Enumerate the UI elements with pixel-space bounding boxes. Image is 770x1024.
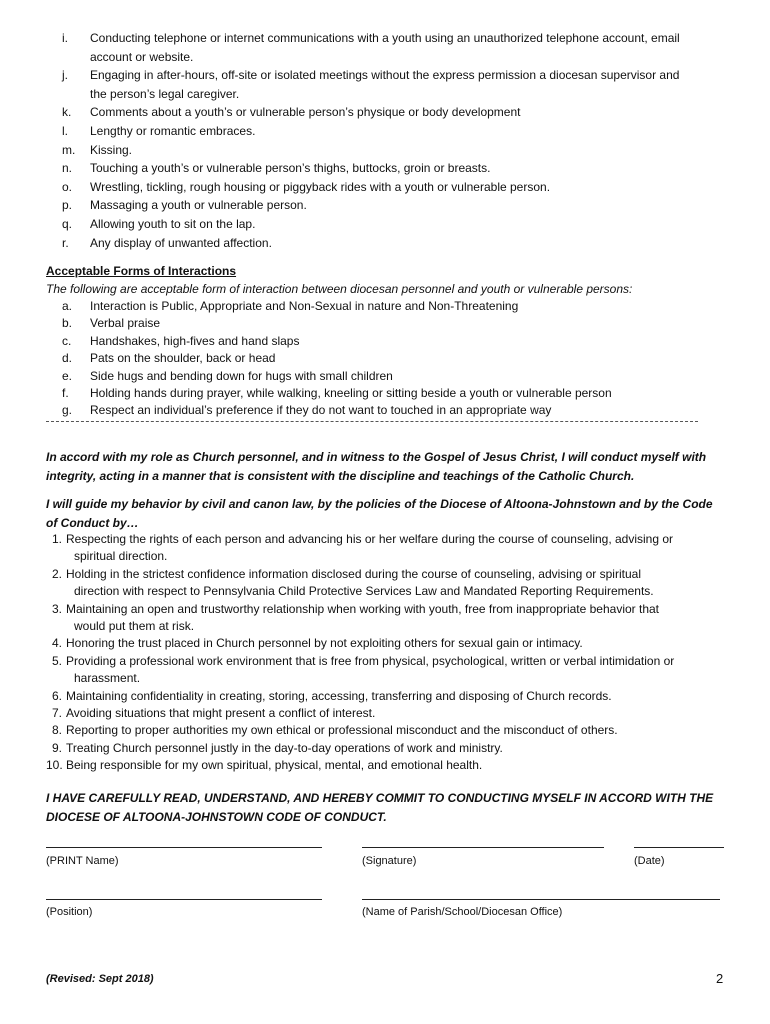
list-item: 1. Respecting the rights of each person and advancing his or her welfare during the course of counseling, advising or spiritual direction. xyxy=(51,532,674,564)
list-item: q. Allowing youth to sit on the lap. xyxy=(46,215,736,234)
organization-label: (Name of Parish/School/Diocesan Office) xyxy=(362,906,563,918)
list-marker: f. xyxy=(62,386,69,401)
list-item: l. Lengthy or romantic embraces. xyxy=(46,122,736,141)
list-item: f. Holding hands during prayer, while walking, kneeling or sitting beside a youth or vulnerable person xyxy=(46,385,736,402)
list-item: 3. Maintaining an open and trustworthy relationship when working with youth, free from inappropriate behavior that would put them at risk. xyxy=(51,601,660,634)
list-marker: a. xyxy=(62,299,73,313)
position-label: (Position) xyxy=(46,906,93,918)
date-label: (Date) xyxy=(634,855,665,867)
list-marker: p. xyxy=(62,198,73,213)
commitment-statement: I HAVE CAREFULLY READ, UNDERSTAND, AND HEREBY COMMIT TO CONDUCTING MYSELF IN ACCORD WITH THE DIOCESE OF ALTOONA-JOHNSTOWN CODE OF CONDUCT. xyxy=(46,791,714,824)
list-marker: r. xyxy=(62,235,69,250)
list-item: p. Massaging a youth or vulnerable person. xyxy=(46,196,736,215)
list-item: b. Verbal praise xyxy=(46,315,736,332)
prohibited-behaviors-list xyxy=(46,29,736,252)
acceptable-interactions-list xyxy=(46,298,736,420)
date-line[interactable] xyxy=(634,847,724,848)
revision-note: (Revised: Sept 2018) xyxy=(46,973,154,985)
list-marker: i. xyxy=(62,31,68,45)
code-of-conduct-list xyxy=(46,531,736,775)
list-marker: b. xyxy=(62,316,73,331)
list-item: o. Wrestling, tickling, rough housing or piggyback rides with a youth or vulnerable person. xyxy=(46,178,736,197)
section-divider xyxy=(46,421,698,422)
list-marker: j. xyxy=(62,68,68,83)
list-item: 4. Honoring the trust placed in Church personnel by not exploiting others for sexual gain or intimacy. xyxy=(51,636,583,651)
list-marker: g. xyxy=(62,403,73,418)
list-item: a. Interaction is Public, Appropriate and Non-Sexual in nature and Non-Threatening xyxy=(46,298,736,315)
list-item: e. Side hugs and bending down for hugs with small children xyxy=(46,368,736,385)
list-item: 2. Holding in the strictest confidence information disclosed during the course of counseling, advising or spiritual direction with respect to Pennsylvania Child Protective Services Law and Mandated Reporting Requirements. xyxy=(51,566,654,599)
list-marker: d. xyxy=(62,351,73,366)
list-item-continuation: account or website. xyxy=(90,49,194,64)
organization-line[interactable] xyxy=(362,899,720,900)
list-marker: c. xyxy=(62,333,72,348)
print-name-line[interactable] xyxy=(46,847,322,848)
list-item: 8. Reporting to proper authorities my own ethical or professional misconduct and the misconduct of others. xyxy=(51,723,618,738)
list-marker: q. xyxy=(62,216,73,231)
list-item: 10. Being responsible for my own spiritual, physical, mental, and emotional health. xyxy=(46,758,483,773)
list-item: k. Comments about a youth’s or vulnerable person’s physique or body development xyxy=(46,103,736,122)
list-item: 5. Providing a professional work environment that is free from physical, psychological, written or verbal intimidation or harassment. xyxy=(51,653,675,686)
section-intro: The following are acceptable form of interaction between diocesan personnel and youth or vulnerable persons: xyxy=(46,282,633,296)
print-name-label: (PRINT Name) xyxy=(46,855,119,867)
list-marker: m. xyxy=(62,142,76,157)
list-marker: k. xyxy=(62,105,72,120)
list-item: c. Handshakes, high-fives and hand slaps xyxy=(46,333,736,350)
role-statement: In accord with my role as Church personnel, and in witness to the Gospel of Jesus Christ, I will conduct myself with integrity, acting in a manner that is consistent with the discipline and teachings of the Catholic Church. xyxy=(46,450,707,483)
list-marker: n. xyxy=(62,161,73,176)
list-item-continuation: the person’s legal caregiver. xyxy=(90,86,240,101)
list-item: d. Pats on the shoulder, back or head xyxy=(46,350,736,367)
section-heading: Acceptable Forms of Interactions xyxy=(46,264,237,278)
list-item: g. Respect an individual’s preference if they do not want to touched in an appropriate way xyxy=(46,402,736,419)
list-item: j. Engaging in after-hours, off-site or isolated meetings without the express permission a diocesan supervisor and xyxy=(46,66,736,85)
position-line[interactable] xyxy=(46,899,322,900)
signature-line[interactable] xyxy=(362,847,604,848)
list-item: m. Kissing. xyxy=(46,141,736,160)
list-item: 9. Treating Church personnel justly in the day-to-day operations of work and ministry. xyxy=(51,740,503,755)
list-item: n. Touching a youth’s or vulnerable person’s thighs, buttocks, groin or breasts. xyxy=(46,159,736,178)
list-item: i. Conducting telephone or internet communications with a youth using an unauthorized telephone account, email xyxy=(46,29,736,48)
list-item: 7. Avoiding situations that might present a conflict of interest. xyxy=(51,706,376,721)
signature-label: (Signature) xyxy=(362,855,417,867)
list-marker: e. xyxy=(62,368,73,383)
list-item: 6. Maintaining confidentiality in creating, storing, accessing, transferring and disposing of Church records. xyxy=(51,688,612,703)
list-marker: l. xyxy=(62,123,68,138)
guidance-statement: I will guide my behavior by civil and canon law, by the policies of the Diocese of Altoona-Johnstown and by the Code of Conduct by… xyxy=(46,497,713,530)
page-number: 2 xyxy=(716,971,724,986)
list-item: r. Any display of unwanted affection. xyxy=(46,234,736,253)
list-marker: o. xyxy=(62,179,73,194)
